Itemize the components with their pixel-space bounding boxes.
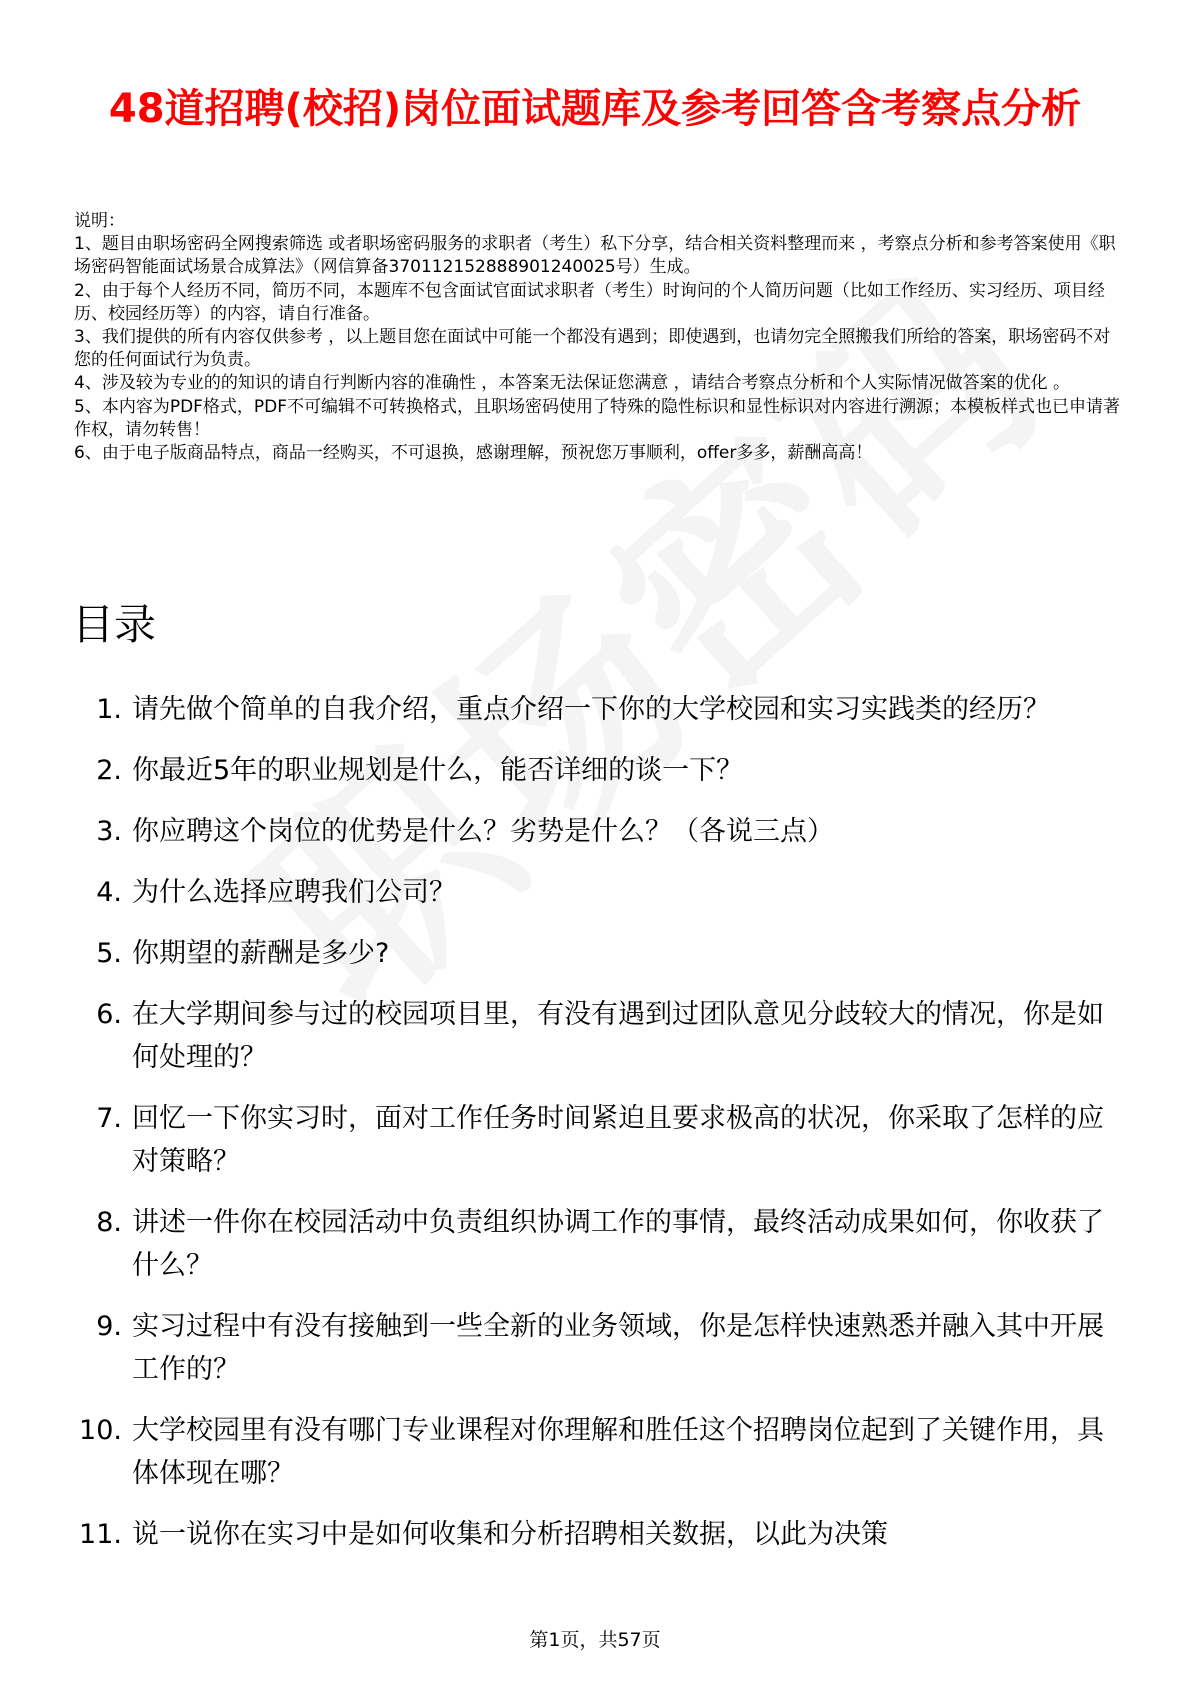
toc-item-number: 4.: [96, 877, 122, 908]
toc-item[interactable]: [0, 993, 1190, 1079]
notes-heading: 说明：: [74, 211, 125, 231]
notes-section: [74, 210, 1124, 465]
toc-item-number: 11.: [79, 1519, 122, 1550]
toc-item-number: 9.: [96, 1311, 122, 1342]
toc-list: [0, 688, 1190, 1574]
note-item: 5、本内容为PDF格式，PDF不可编辑不可转换格式，且职场密码使用了特殊的隐性标识和显性标识对内容进行溯源；本模板样式也已申请著作权，请勿转售！: [74, 396, 1121, 440]
note-item: 2、由于每个人经历不同，简历不同，本题库不包含面试官面试求职者（考生）时询问的个人简历问题（比如工作经历、实习经历、项目经历、校园经历等）的内容，请自行准备。: [74, 280, 1105, 324]
toc-item[interactable]: [0, 1201, 1190, 1287]
toc-item[interactable]: [0, 1097, 1190, 1183]
toc-item-text[interactable]: 为什么选择应聘我们公司？: [132, 877, 456, 908]
note-item: 6、由于电子版商品特点，商品一经购买，不可退换，感谢理解，预祝您万事顺利，offer多多，薪酬高高！: [74, 443, 873, 464]
toc-item[interactable]: [0, 1409, 1190, 1495]
toc-item-text[interactable]: 你应聘这个岗位的优势是什么？劣势是什么？（各说三点）: [132, 816, 834, 847]
toc-item-number: 7.: [96, 1103, 122, 1134]
toc-item-text[interactable]: 讲述一件你在校园活动中负责组织协调工作的事情，最终活动成果如何，你收获了什么？: [132, 1207, 1104, 1281]
toc-item[interactable]: [0, 810, 1190, 853]
toc-item-text[interactable]: 实习过程中有没有接触到一些全新的业务领域，你是怎样快速熟悉并融入其中开展工作的？: [132, 1311, 1104, 1385]
page-footer: 第1页，共57页: [529, 1629, 661, 1651]
toc-item-text[interactable]: 说一说你在实习中是如何收集和分析招聘相关数据，以此为决策: [132, 1519, 888, 1550]
toc-item-text[interactable]: 在大学期间参与过的校园项目里，有没有遇到过团队意见分歧较大的情况，你是如何处理的？: [132, 999, 1104, 1073]
toc-item[interactable]: [0, 932, 1190, 975]
toc-item-number: 8.: [96, 1207, 122, 1238]
toc-item-number: 6.: [96, 999, 122, 1030]
note-item: 3、我们提供的所有内容仅供参考 ，以上题目您在面试中可能一个都没有遇到；即使遇到，也请勿完全照搬我们所给的答案，职场密码不对您的任何面试行为负责。: [74, 327, 1111, 371]
toc-item-text[interactable]: 你期望的薪酬是多少?: [132, 938, 390, 969]
toc-item-number: 5.: [96, 938, 122, 969]
toc-item-number: 2.: [96, 755, 122, 786]
note-item: 4、涉及较为专业的的知识的请自行判断内容的准确性 ，本答案无法保证您满意 ，请结合考察点分析和个人实际情况做答案的优化 。: [74, 373, 1071, 394]
toc-item-text[interactable]: 回忆一下你实习时，面对工作任务时间紧迫且要求极高的状况，你采取了怎样的应对策略？: [132, 1103, 1104, 1177]
toc-item-number: 10.: [79, 1415, 122, 1446]
toc-item[interactable]: [0, 871, 1190, 914]
toc-heading: 目录: [72, 600, 157, 649]
toc-item-number: 3.: [96, 816, 122, 847]
toc-item[interactable]: [0, 1305, 1190, 1391]
document-title: 48道招聘(校招)岗位面试题库及参考回答含考察点分析: [108, 85, 1082, 132]
toc-item-number: 1.: [96, 694, 122, 725]
toc-item[interactable]: [0, 1513, 1190, 1556]
toc-item-text[interactable]: 大学校园里有没有哪门专业课程对你理解和胜任这个招聘岗位起到了关键作用，具体体现在哪？: [132, 1415, 1104, 1489]
toc-item[interactable]: [0, 688, 1190, 731]
toc-item[interactable]: [0, 749, 1190, 792]
note-item: 1、题目由职场密码全网搜索筛选 或者职场密码服务的求职者（考生）私下分享，结合相关资料整理而来 ，考察点分析和参考答案使用《职场密码智能面试场景合成算法》（网信算备370112152888901240025号）生成。: [74, 234, 1116, 278]
toc-item-text[interactable]: 请先做个简单的自我介绍，重点介绍一下你的大学校园和实习实践类的经历？: [132, 694, 1050, 725]
toc-item-text[interactable]: 你最近5年的职业规划是什么，能否详细的谈一下？: [132, 755, 744, 786]
